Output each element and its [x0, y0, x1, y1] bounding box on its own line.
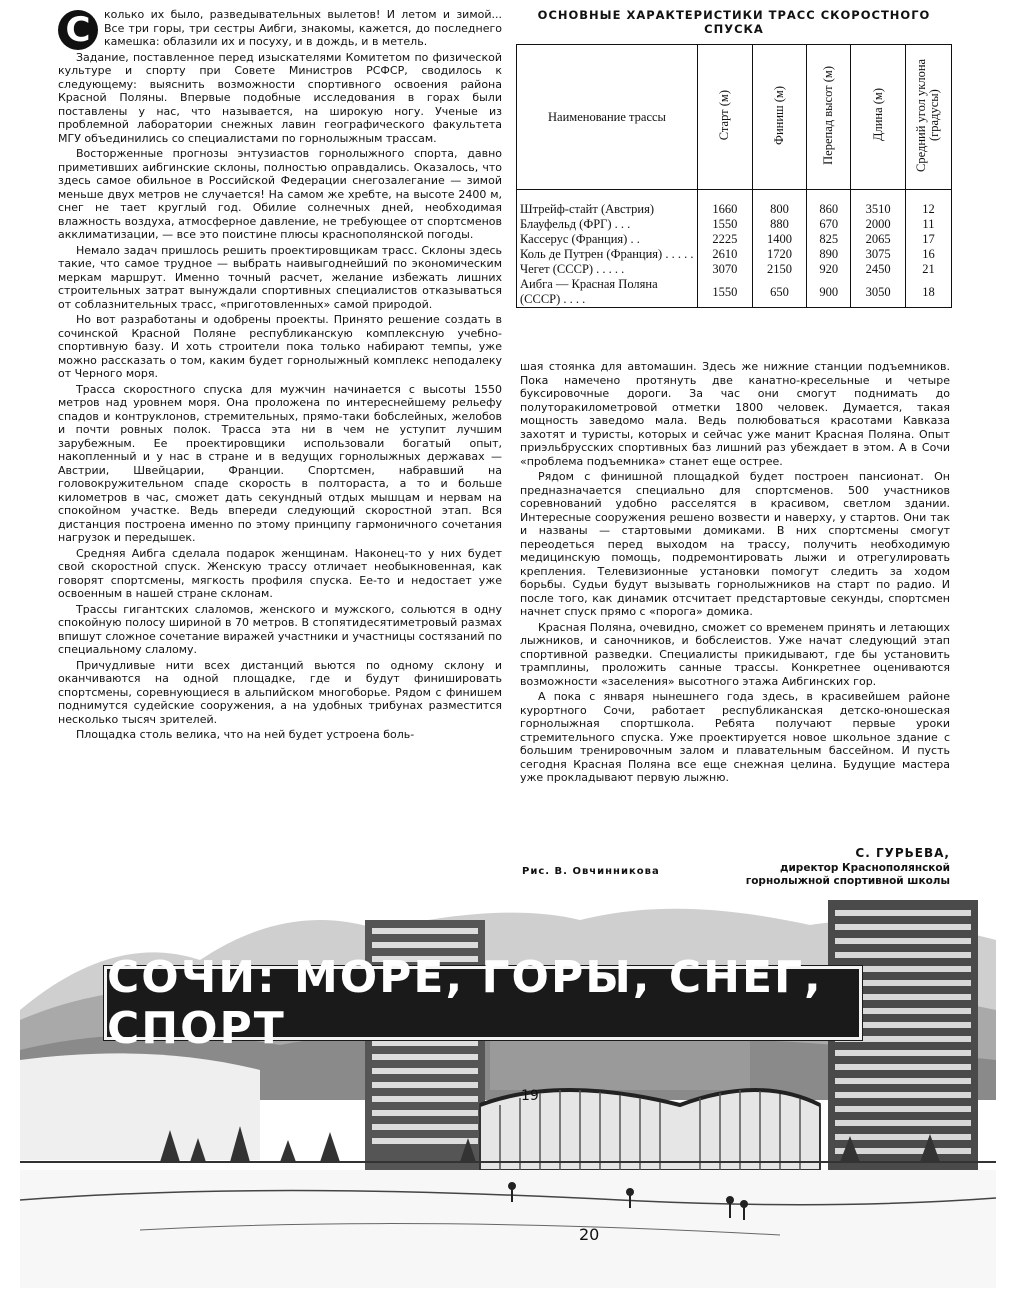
table-cell: 3075: [851, 247, 906, 262]
table-header: Средний угол уклона (градусы): [905, 45, 951, 190]
article-paragraph: Трассы гигантских слаломов, женского и мужского, сольются в одну спокойную полосу шириной в 70 метров. В стопятидесятиметровый размах впишут сложное сочетание виражей участники и участницы состязаний по специальному слалому.: [58, 602, 502, 656]
table-header: Старт (м): [698, 45, 753, 190]
table-cell: 16: [905, 247, 951, 262]
table-cell: 3050: [851, 277, 906, 308]
article-paragraph: Средняя Аибга сделала подарок женщинам. Наконец-то у них будет свой скоростной спуск. Женскую трассу отличает необыкновенная, как говорят спортсмены, мягкость профиля спуска. Ее-то и недостает уже освоенным в нашей стране склонам.: [58, 546, 502, 600]
table-cell: 2000: [851, 217, 906, 232]
article-paragraph: С колько их было, разведывательных вылетов! И летом и зимой... Все три горы, три сестры Аибги, знакомы, кажется, до последнего камешка: облазили их и посуху, и в дождь, и в метель.: [58, 8, 502, 49]
drawing-number-20: 20: [579, 1225, 600, 1244]
headline-banner: [104, 952, 862, 1054]
table-cell: 920: [807, 262, 851, 277]
author-name: С. ГУРЬЕВА,: [855, 846, 950, 860]
table-cell: 670: [807, 217, 851, 232]
table-cell: 650: [752, 277, 807, 308]
table-cell: 900: [807, 277, 851, 308]
table-cell: 12: [905, 202, 951, 217]
headline-text: СОЧИ: МОРЕ, ГОРЫ, СНЕГ, СПОРТ: [107, 952, 823, 1054]
table-cell: Кассерус (Франция) . .: [517, 232, 698, 247]
table-cell: Чегет (СССР) . . . . .: [517, 262, 698, 277]
table-cell: 1550: [698, 217, 753, 232]
table-cell: 1720: [752, 247, 807, 262]
table-cell: 2225: [698, 232, 753, 247]
article-paragraph: Задание, поставленное перед изыскателями Комитетом по физической культуре и спорту при Совете Министров РСФСР, сводилось к следующему: выяснить возможности спортивного освоения района Красной Поляны. Впервые подобные исследования в горах были поставлены у нас, что называется, на широкую ногу. Ученые из проблемной лаборатории снежных лавин географического факультета МГУ объединились со специалистами по горнолыжным трассам.: [58, 50, 502, 145]
table-header: Наименование трассы: [517, 45, 698, 190]
table-row: [517, 232, 952, 247]
table-cell: 825: [807, 232, 851, 247]
drawing-number-19: 19: [521, 1088, 539, 1104]
table-header-row: [517, 45, 952, 190]
article-paragraph: Площадка столь велика, что на ней будет устроена боль-: [76, 728, 415, 741]
table-cell: 880: [752, 217, 807, 232]
table-cell: 3070: [698, 262, 753, 277]
specs-table: [516, 44, 952, 308]
table-cell: 3510: [851, 202, 906, 217]
table-header: Длина (м): [851, 45, 906, 190]
article-paragraph: Восторженные прогнозы энтузиастов горнолыжного спорта, давно приметивших аибгинские склоны, полностью оправдались. Оказалось, что здесь самое обильное в Российской Федерации снегозалегание — зимой меньше двух метров не случается! На самом же хребте, на высоте 2400 м, снег не тает круглый год. Обилие солнечных дней, необходимая влажность воздуха, атмосферное давление, не требующее от спортсменов акклиматизации, — все это поистине плюсы краснополянской погоды.: [58, 147, 502, 241]
table-cell: 860: [807, 202, 851, 217]
table-cell: 1660: [698, 202, 753, 217]
table-row: [517, 217, 952, 232]
table-row: [517, 277, 952, 308]
article-paragraph: Причудливые нити всех дистанций вьются по одному склону и оканчиваются на одной площадке, где и будут финишировать спортсмены, соревнующиеся в альпийском многоборье. Рядом с финишем поднимутся судейские сооружения, а на удобных трибунах разместится несколько тысяч зрителей.: [58, 658, 502, 726]
table-cell: 2065: [851, 232, 906, 247]
table-cell: 2610: [698, 247, 753, 262]
table-row: [517, 202, 952, 217]
table-cell: 1400: [752, 232, 807, 247]
table-cell: 1550: [698, 277, 753, 308]
table-header: Перепад высот (м): [807, 45, 851, 190]
article-paragraph: Немало задач пришлось решить проектировщикам трасс. Склоны здесь такие, что самое трудное — выбрать наивыгоднейший по экономическим меркам маршрут. Именно точный расчет, желание избежать лишних строительных затрат вынуждали спортивных специалистов отказываться от соблазнительных трасс, «приготовленных» самой природой.: [58, 243, 502, 311]
author-title: директор Краснополянской горнолыжной спортивной школы: [745, 862, 950, 887]
article-paragraph: Рядом с финишной площадкой будет построен пансионат. Он предназначается специально для спортсменов. 500 участников соревнований удобно расселятся в красивом, светлом здании. Интересные сооружения решено возвести и наверху, у стартов. Они так и названы — стартовыми домиками. В них спортсмены смогут переодеться перед выходом на трассу, получить необходимую медицинскую помощь, подремонтировать лыжи и отрегулировать крепления. Телевизионные установки помогут следить за ходом борьбы. Судьи будут вызывать горнолыжников на старт по радио. И после того, как динамик отсчитает предстартовые секунды, спортсмен начнет спуск прямо с «порога» домика.: [520, 470, 950, 618]
table-cell: Блауфельд (ФРГ) . . .: [517, 217, 698, 232]
table-cell: 21: [905, 262, 951, 277]
table-cell: 17: [905, 232, 951, 247]
table-row: [517, 247, 952, 262]
table-title: ОСНОВНЫЕ ХАРАКТЕРИСТИКИ ТРАСС СКОРОСТНОГО СПУСКА: [537, 8, 931, 36]
article-right-column: [520, 360, 950, 890]
illustrator-credit: Рис. В. Овчинникова: [522, 866, 660, 877]
article-left-column: [58, 8, 502, 890]
drop-cap: С: [58, 10, 98, 50]
table-cell: Штрейф-стайт (Австрия): [517, 202, 698, 217]
table-row: [517, 262, 952, 277]
article-paragraph: А пока с января нынешнего года здесь, в красивейшем районе курортного Сочи, работает республиканская детско-юношеская горнолыжная спортшкола. Ребята получают первые уроки стремительного спуска. Уже проектируется новое школьное здание с большим тренировочным залом и плавательным бассейном. И пусть сегодня Красная Поляна все еще снежная целина. Будущие мастера уже прокладывают первую лыжню.: [520, 690, 950, 784]
table-cell: 2150: [752, 262, 807, 277]
table-cell: 800: [752, 202, 807, 217]
table-cell: Коль де Путрен (Франция) . . . . .: [517, 247, 698, 262]
specs-table-block: [516, 8, 952, 308]
table-header: Финиш (м): [752, 45, 807, 190]
table-cell: 2450: [851, 262, 906, 277]
table-cell: 11: [905, 217, 951, 232]
table-cell: 890: [807, 247, 851, 262]
article-paragraph: Красная Поляна, очевидно, сможет со временем принять и летающих лыжников, и саночников, и бобслеистов. Уже начат следующий этап спортивной разведки. Специалисты прикидывают, где бы установить трамплины, проложить санные трассы. Конкретнее оцениваются возможности «заселения» высотного этажа Аибгинских гор.: [520, 620, 950, 688]
article-paragraph: Но вот разработаны и одобрены проекты. Принято решение создать в сочинской Красной Поляне республиканскую комплексную учебно-спортивную базу. И хоть строители пока только набирают темпы, уже можно рассказать о том, каким будет горнолыжный комплекс неподалеку от Черного моря.: [58, 313, 502, 380]
table-cell: Аибга — Красная Поляна (СССР) . . . .: [517, 277, 698, 308]
article-paragraph: Трасса скоростного спуска для мужчин начинается с высоты 1550 метров над уровнем моря. Она проложена по интереснейшему рельефу спадов и контруклонов, стремительных, прямо-таки бобслейных, желобов и почти ровных полок. Трасса эта ни в чем не уступит лучшим зарубежным. Ее проектировщики использовали богатый опыт, накопленный и у нас в стране и в ведущих горнолыжных державах — Австрии, Швейцарии, Франции. Спортсмен, набравший на головокружительном спаде скорость в полтораста, а то и больше километров в час, сможет дать секундный отдых мышцам и нервам на спокойном участке. Ведь впереди следующий скоростной этап. Вся дистанция построена именно по этому принципу гармоничного сочетания нагрузок и передышек.: [58, 382, 502, 544]
signature-block: [516, 846, 950, 890]
table-cell: 18: [905, 277, 951, 308]
article-paragraph: шая стоянка для автомашин. Здесь же нижние станции подъемников. Пока намечено протянуть две канатно-кресельные и четыре буксировочные дороги. За час они смогут поднимать до полуторакилометровой отметки 1800 человек. Думается, такая мощность заведомо мала. Ведь полюбоваться красотами Кавказа захотят и туристы, которых и сейчас уже манит Красная Поляна. Опыт приэльбрусских спортивных баз лишний раз убеждает в этом. А в Сочи «проблема подъемника» станет еще острее.: [520, 360, 950, 468]
